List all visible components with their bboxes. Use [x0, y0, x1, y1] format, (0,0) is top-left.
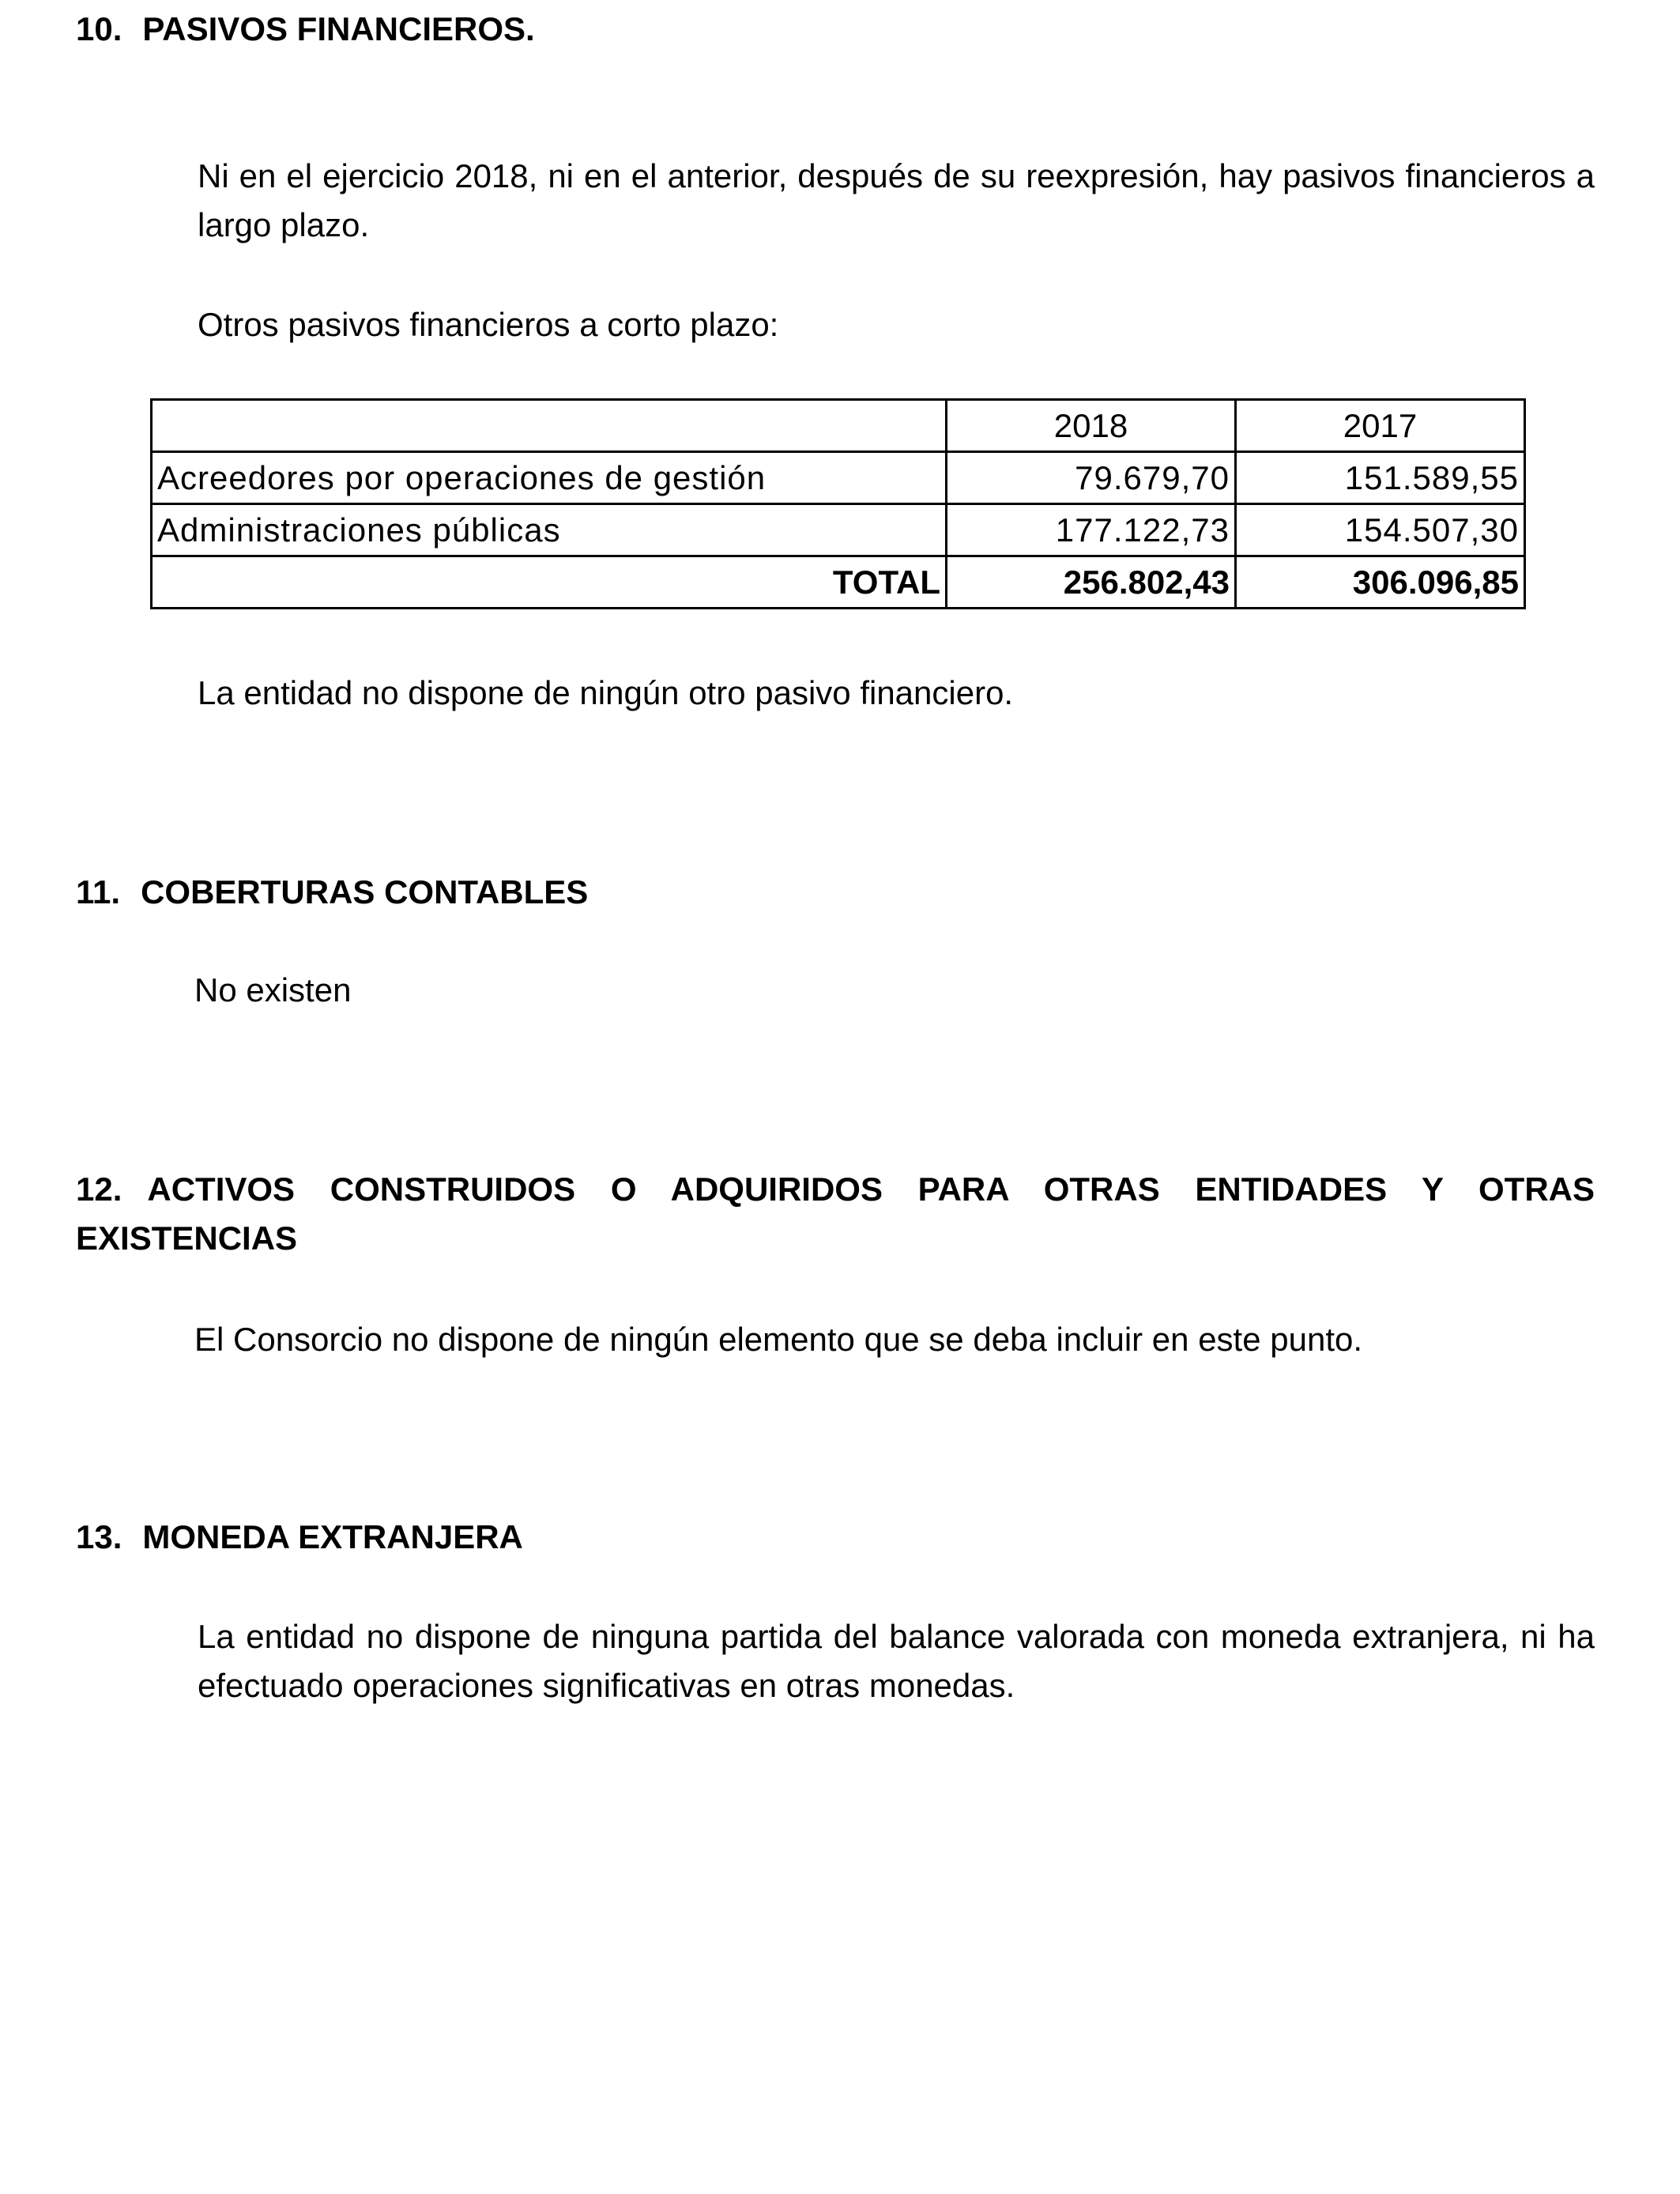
- table-row: [152, 504, 1525, 556]
- short-term-liabilities-table: [150, 398, 1526, 609]
- section-number: 12.: [76, 1171, 122, 1208]
- section-13-heading: [76, 1513, 523, 1562]
- section-11-body: No existen: [194, 971, 352, 1008]
- section-number: 10.: [76, 10, 122, 47]
- header-cell-2017: 2017: [1236, 400, 1525, 452]
- value-2018: 177.122,73: [947, 504, 1236, 556]
- section-10-closing: La entidad no dispone de ningún otro pasivo financiero.: [198, 674, 1014, 711]
- section-title: COBERTURAS CONTABLES: [141, 873, 589, 910]
- value-2017: 151.589,55: [1236, 452, 1525, 504]
- section-13-body: La entidad no dispone de ninguna partida del balance valorada con moneda extranjera, ni ha efectuado operaciones significativas en otras monedas.: [198, 1618, 1595, 1704]
- value-2018: 79.679,70: [947, 452, 1236, 504]
- table-row: [152, 452, 1525, 504]
- section-11-heading: [76, 868, 588, 917]
- section-title: ACTIVOS CONSTRUIDOS O ADQUIRIDOS PARA OTRAS ENTIDADES Y OTRAS EXISTENCIAS: [76, 1171, 1595, 1257]
- table-caption: Otros pasivos financieros a corto plazo:: [198, 306, 779, 343]
- section-number: 11.: [76, 873, 121, 910]
- section-title: MONEDA EXTRANJERA: [142, 1518, 523, 1555]
- total-2018: 256.802,43: [947, 556, 1236, 609]
- section-12-heading: [76, 1165, 1595, 1263]
- total-2017: 306.096,85: [1236, 556, 1525, 609]
- row-label: Acreedores por operaciones de gestión: [152, 452, 947, 504]
- value-2017: 154.507,30: [1236, 504, 1525, 556]
- section-10-heading: [76, 5, 535, 54]
- section-10-intro: Ni en el ejercicio 2018, ni en el anterior, después de su reexpresión, hay pasivos financieros a largo plazo.: [198, 157, 1595, 243]
- header-cell-2018: 2018: [947, 400, 1236, 452]
- row-label: Administraciones públicas: [152, 504, 947, 556]
- total-label: TOTAL: [152, 556, 947, 609]
- section-title: PASIVOS FINANCIEROS.: [142, 10, 535, 47]
- header-cell-empty: [152, 400, 947, 452]
- section-number: 13.: [76, 1518, 122, 1555]
- table-total-row: [152, 556, 1525, 609]
- table-header-row: [152, 400, 1525, 452]
- section-12-body: El Consorcio no dispone de ningún elemento que se deba incluir en este punto.: [194, 1321, 1363, 1358]
